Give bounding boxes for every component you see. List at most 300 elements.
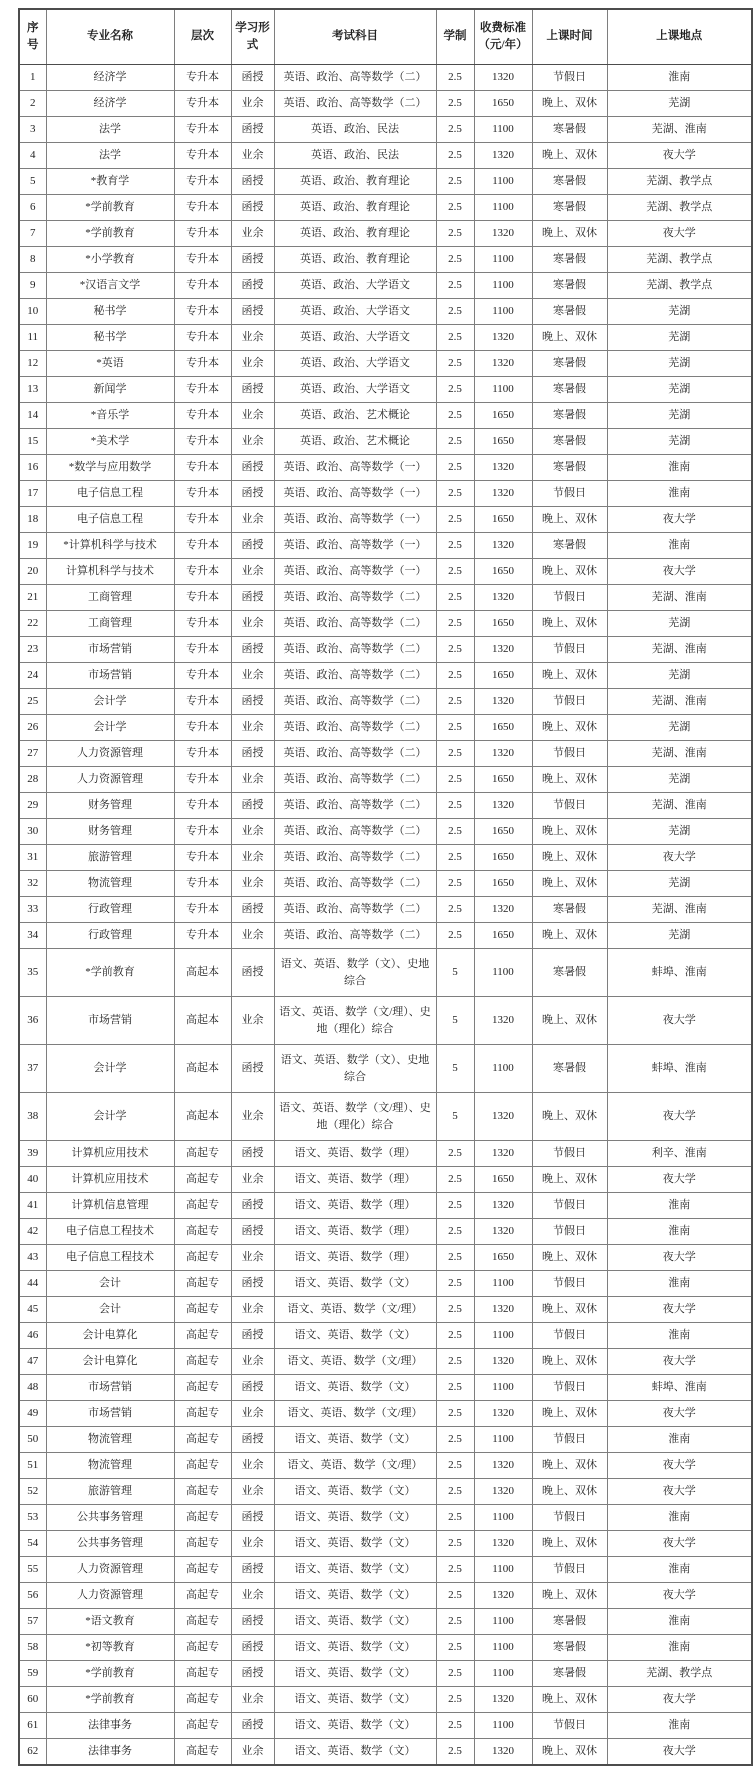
cell-time: 晚上、双休 [532,819,607,845]
column-header-subjects: 考试科目 [274,9,436,65]
cell-level: 高起本 [174,1093,231,1141]
cell-duration: 2.5 [436,1583,474,1609]
cell-duration: 2.5 [436,1167,474,1193]
cell-fee: 1320 [474,1453,532,1479]
table-row [19,845,752,871]
cell-level: 专升本 [174,741,231,767]
cell-no: 32 [19,871,46,897]
cell-time: 寒暑假 [532,1661,607,1687]
cell-duration: 2.5 [436,819,474,845]
cell-no: 10 [19,299,46,325]
cell-form: 业余 [231,1479,274,1505]
cell-subjects: 英语、政治、高等数学（二） [274,819,436,845]
cell-subjects: 英语、政治、高等数学（二） [274,871,436,897]
cell-time: 节假日 [532,1219,607,1245]
cell-level: 专升本 [174,507,231,533]
cell-time: 晚上、双休 [532,663,607,689]
cell-duration: 2.5 [436,221,474,247]
cell-fee: 1100 [474,1557,532,1583]
column-header-form: 学习形式 [231,9,274,65]
cell-level: 专升本 [174,663,231,689]
cell-location: 夜大学 [607,1531,752,1557]
cell-subjects: 英语、政治、高等数学（二） [274,91,436,117]
cell-subjects: 英语、政治、教育理论 [274,195,436,221]
cell-location: 夜大学 [607,1453,752,1479]
table-row [19,299,752,325]
cell-location: 夜大学 [607,221,752,247]
cell-location: 芜湖、教学点 [607,273,752,299]
cell-fee: 1320 [474,1739,532,1766]
cell-level: 高起专 [174,1609,231,1635]
cell-form: 业余 [231,559,274,585]
table-row [19,117,752,143]
cell-duration: 2.5 [436,1531,474,1557]
cell-no: 50 [19,1427,46,1453]
cell-form: 函授 [231,1045,274,1093]
cell-time: 寒暑假 [532,403,607,429]
cell-level: 专升本 [174,845,231,871]
cell-form: 函授 [231,481,274,507]
cell-subjects: 语文、英语、数学（理） [274,1193,436,1219]
table-row [19,1661,752,1687]
cell-no: 19 [19,533,46,559]
cell-fee: 1100 [474,1505,532,1531]
cell-level: 专升本 [174,169,231,195]
cell-duration: 2.5 [436,897,474,923]
table-row [19,403,752,429]
table-row [19,247,752,273]
cell-duration: 2.5 [436,923,474,949]
cell-subjects: 英语、政治、艺术概论 [274,403,436,429]
cell-fee: 1320 [474,1141,532,1167]
cell-fee: 1320 [474,897,532,923]
cell-location: 夜大学 [607,1687,752,1713]
cell-no: 44 [19,1271,46,1297]
cell-form: 业余 [231,1349,274,1375]
cell-no: 42 [19,1219,46,1245]
cell-subjects: 英语、政治、高等数学（二） [274,663,436,689]
cell-duration: 2.5 [436,247,474,273]
cell-form: 业余 [231,1167,274,1193]
table-row [19,1609,752,1635]
cell-major: 旅游管理 [46,845,174,871]
cell-fee: 1320 [474,325,532,351]
cell-form: 函授 [231,793,274,819]
cell-no: 48 [19,1375,46,1401]
cell-location: 夜大学 [607,1479,752,1505]
cell-no: 9 [19,273,46,299]
cell-form: 业余 [231,715,274,741]
cell-duration: 2.5 [436,299,474,325]
cell-no: 37 [19,1045,46,1093]
cell-no: 8 [19,247,46,273]
cell-duration: 2.5 [436,611,474,637]
cell-duration: 2.5 [436,1323,474,1349]
table-row [19,897,752,923]
cell-fee: 1320 [474,65,532,91]
cell-location: 淮南 [607,533,752,559]
cell-no: 33 [19,897,46,923]
cell-subjects: 语文、英语、数学（文） [274,1271,436,1297]
cell-subjects: 语文、英语、数学（文） [274,1557,436,1583]
cell-major: 电子信息工程 [46,507,174,533]
table-row [19,1193,752,1219]
cell-fee: 1650 [474,559,532,585]
table-row [19,377,752,403]
cell-form: 函授 [231,533,274,559]
cell-level: 高起专 [174,1167,231,1193]
cell-location: 夜大学 [607,143,752,169]
cell-form: 函授 [231,1427,274,1453]
table-row [19,1531,752,1557]
cell-location: 淮南 [607,481,752,507]
cell-no: 24 [19,663,46,689]
cell-duration: 2.5 [436,169,474,195]
cell-subjects: 英语、政治、民法 [274,143,436,169]
cell-location: 淮南 [607,1271,752,1297]
cell-form: 函授 [231,377,274,403]
cell-location: 淮南 [607,1557,752,1583]
cell-time: 寒暑假 [532,247,607,273]
table-row [19,143,752,169]
cell-subjects: 语文、英语、数学（文） [274,1739,436,1766]
cell-no: 5 [19,169,46,195]
cell-no: 58 [19,1635,46,1661]
cell-subjects: 英语、政治、教育理论 [274,169,436,195]
cell-fee: 1650 [474,715,532,741]
cell-duration: 2.5 [436,663,474,689]
cell-subjects: 英语、政治、高等数学（二） [274,923,436,949]
cell-location: 芜湖 [607,403,752,429]
cell-no: 36 [19,997,46,1045]
cell-form: 函授 [231,1141,274,1167]
cell-fee: 1100 [474,299,532,325]
cell-fee: 1320 [474,351,532,377]
cell-location: 夜大学 [607,1401,752,1427]
table-row [19,741,752,767]
cell-form: 业余 [231,1687,274,1713]
cell-duration: 2.5 [436,767,474,793]
cell-duration: 2.5 [436,1453,474,1479]
cell-duration: 2.5 [436,1687,474,1713]
cell-duration: 5 [436,1093,474,1141]
cell-form: 业余 [231,1093,274,1141]
cell-no: 18 [19,507,46,533]
cell-location: 芜湖 [607,351,752,377]
cell-fee: 1100 [474,247,532,273]
cell-subjects: 语文、英语、数学（文） [274,1531,436,1557]
cell-fee: 1650 [474,1167,532,1193]
cell-major: 计算机科学与技术 [46,559,174,585]
column-header-no: 序号 [19,9,46,65]
cell-location: 芜湖 [607,429,752,455]
table-row [19,1245,752,1271]
cell-major: 电子信息工程技术 [46,1245,174,1271]
cell-subjects: 英语、政治、高等数学（二） [274,793,436,819]
cell-major: 经济学 [46,91,174,117]
table-row [19,871,752,897]
cell-time: 节假日 [532,1375,607,1401]
cell-form: 函授 [231,585,274,611]
cell-no: 47 [19,1349,46,1375]
table-row [19,507,752,533]
cell-duration: 2.5 [436,351,474,377]
cell-no: 57 [19,1609,46,1635]
cell-location: 芜湖、淮南 [607,897,752,923]
cell-location: 芜湖 [607,663,752,689]
table-row [19,65,752,91]
cell-form: 业余 [231,845,274,871]
cell-major: 会计学 [46,1045,174,1093]
cell-level: 专升本 [174,299,231,325]
column-header-level: 层次 [174,9,231,65]
cell-time: 节假日 [532,65,607,91]
cell-duration: 2.5 [436,403,474,429]
cell-no: 61 [19,1713,46,1739]
cell-location: 淮南 [607,1427,752,1453]
cell-time: 晚上、双休 [532,845,607,871]
cell-form: 业余 [231,871,274,897]
cell-time: 晚上、双休 [532,1583,607,1609]
cell-subjects: 语文、英语、数学（文） [274,1583,436,1609]
cell-subjects: 英语、政治、高等数学（二） [274,767,436,793]
cell-major: *数学与应用数学 [46,455,174,481]
cell-major: 物流管理 [46,1427,174,1453]
cell-time: 晚上、双休 [532,923,607,949]
cell-major: 市场营销 [46,1401,174,1427]
cell-major: 财务管理 [46,819,174,845]
cell-major: 旅游管理 [46,1479,174,1505]
cell-major: *初等教育 [46,1635,174,1661]
cell-level: 专升本 [174,897,231,923]
cell-time: 晚上、双休 [532,1687,607,1713]
cell-major: 市场营销 [46,1375,174,1401]
table-row [19,1453,752,1479]
cell-duration: 2.5 [436,1401,474,1427]
cell-major: 法律事务 [46,1713,174,1739]
cell-fee: 1100 [474,1713,532,1739]
cell-form: 函授 [231,741,274,767]
cell-duration: 2.5 [436,637,474,663]
cell-major: 经济学 [46,65,174,91]
cell-major: 公共事务管理 [46,1531,174,1557]
table-row [19,1583,752,1609]
cell-major: 会计学 [46,715,174,741]
cell-level: 专升本 [174,923,231,949]
cell-form: 业余 [231,819,274,845]
cell-level: 高起专 [174,1141,231,1167]
cell-time: 节假日 [532,585,607,611]
cell-major: 人力资源管理 [46,741,174,767]
cell-duration: 2.5 [436,741,474,767]
cell-duration: 2.5 [436,1349,474,1375]
cell-duration: 2.5 [436,429,474,455]
cell-no: 54 [19,1531,46,1557]
cell-major: 财务管理 [46,793,174,819]
cell-location: 夜大学 [607,559,752,585]
cell-time: 晚上、双休 [532,91,607,117]
cell-time: 晚上、双休 [532,1245,607,1271]
cell-level: 专升本 [174,143,231,169]
cell-major: 新闻学 [46,377,174,403]
cell-no: 43 [19,1245,46,1271]
cell-subjects: 语文、英语、数学（文） [274,1323,436,1349]
cell-no: 2 [19,91,46,117]
cell-location: 芜湖 [607,767,752,793]
cell-fee: 1320 [474,689,532,715]
table-row [19,195,752,221]
cell-major: *音乐学 [46,403,174,429]
cell-no: 22 [19,611,46,637]
cell-subjects: 语文、英语、数学（理） [274,1167,436,1193]
cell-time: 寒暑假 [532,273,607,299]
cell-no: 51 [19,1453,46,1479]
cell-time: 寒暑假 [532,1045,607,1093]
cell-no: 45 [19,1297,46,1323]
cell-level: 高起专 [174,1453,231,1479]
table-row [19,949,752,997]
cell-major: 电子信息工程 [46,481,174,507]
cell-form: 函授 [231,169,274,195]
cell-subjects: 语文、英语、数学（理） [274,1219,436,1245]
table-row [19,1271,752,1297]
table-row [19,1349,752,1375]
cell-fee: 1320 [474,1349,532,1375]
cell-location: 淮南 [607,1609,752,1635]
cell-subjects: 英语、政治、高等数学（一） [274,507,436,533]
cell-time: 节假日 [532,1557,607,1583]
cell-duration: 5 [436,949,474,997]
cell-form: 业余 [231,611,274,637]
cell-fee: 1650 [474,923,532,949]
header-row [19,9,752,65]
cell-time: 寒暑假 [532,949,607,997]
cell-level: 高起专 [174,1193,231,1219]
cell-duration: 2.5 [436,273,474,299]
cell-location: 夜大学 [607,1093,752,1141]
cell-no: 41 [19,1193,46,1219]
cell-no: 60 [19,1687,46,1713]
cell-fee: 1650 [474,507,532,533]
cell-location: 芜湖 [607,611,752,637]
cell-subjects: 英语、政治、高等数学（一） [274,455,436,481]
cell-form: 业余 [231,663,274,689]
cell-form: 业余 [231,91,274,117]
cell-form: 业余 [231,1453,274,1479]
cell-location: 芜湖、淮南 [607,637,752,663]
table-row [19,481,752,507]
cell-duration: 2.5 [436,117,474,143]
cell-duration: 2.5 [436,195,474,221]
cell-subjects: 英语、政治、高等数学（二） [274,689,436,715]
column-header-location: 上课地点 [607,9,752,65]
cell-location: 利辛、淮南 [607,1141,752,1167]
cell-major: *学前教育 [46,949,174,997]
cell-no: 46 [19,1323,46,1349]
cell-fee: 1320 [474,1401,532,1427]
cell-time: 晚上、双休 [532,507,607,533]
cell-major: 工商管理 [46,611,174,637]
cell-no: 26 [19,715,46,741]
cell-no: 16 [19,455,46,481]
cell-time: 晚上、双休 [532,325,607,351]
column-header-duration: 学制 [436,9,474,65]
table-row [19,429,752,455]
cell-fee: 1320 [474,1687,532,1713]
cell-fee: 1320 [474,533,532,559]
cell-fee: 1100 [474,1609,532,1635]
cell-no: 4 [19,143,46,169]
cell-form: 函授 [231,1609,274,1635]
cell-time: 节假日 [532,741,607,767]
cell-fee: 1100 [474,1323,532,1349]
cell-duration: 2.5 [436,1219,474,1245]
cell-major: *计算机科学与技术 [46,533,174,559]
cell-duration: 2.5 [436,1557,474,1583]
cell-time: 寒暑假 [532,377,607,403]
cell-subjects: 英语、政治、高等数学（一） [274,533,436,559]
cell-subjects: 语文、英语、数学（文/理） [274,1349,436,1375]
cell-duration: 2.5 [436,1609,474,1635]
cell-level: 专升本 [174,429,231,455]
cell-duration: 2.5 [436,143,474,169]
cell-form: 业余 [231,1297,274,1323]
cell-form: 函授 [231,273,274,299]
cell-form: 函授 [231,1271,274,1297]
cell-time: 晚上、双休 [532,1453,607,1479]
table-row [19,1141,752,1167]
cell-level: 高起专 [174,1245,231,1271]
cell-subjects: 英语、政治、大学语文 [274,325,436,351]
cell-subjects: 语文、英语、数学（文） [274,1427,436,1453]
cell-form: 业余 [231,325,274,351]
cell-time: 节假日 [532,793,607,819]
cell-major: 计算机信息管理 [46,1193,174,1219]
cell-location: 淮南 [607,1193,752,1219]
cell-duration: 2.5 [436,689,474,715]
table-row [19,1375,752,1401]
cell-major: 人力资源管理 [46,767,174,793]
cell-form: 业余 [231,997,274,1045]
cell-fee: 1100 [474,169,532,195]
cell-no: 25 [19,689,46,715]
cell-level: 高起本 [174,997,231,1045]
cell-subjects: 英语、政治、民法 [274,117,436,143]
cell-location: 芜湖 [607,91,752,117]
cell-no: 3 [19,117,46,143]
cell-no: 12 [19,351,46,377]
cell-location: 芜湖 [607,325,752,351]
cell-duration: 2.5 [436,481,474,507]
cell-fee: 1100 [474,1635,532,1661]
cell-duration: 2.5 [436,1193,474,1219]
cell-subjects: 英语、政治、高等数学（二） [274,715,436,741]
cell-time: 晚上、双休 [532,997,607,1045]
cell-form: 函授 [231,1505,274,1531]
cell-fee: 1320 [474,143,532,169]
cell-time: 晚上、双休 [532,1167,607,1193]
cell-no: 21 [19,585,46,611]
table-row [19,1045,752,1093]
cell-level: 专升本 [174,819,231,845]
cell-no: 59 [19,1661,46,1687]
cell-no: 1 [19,65,46,91]
cell-level: 高起专 [174,1687,231,1713]
table-row [19,351,752,377]
cell-no: 40 [19,1167,46,1193]
cell-form: 函授 [231,637,274,663]
cell-fee: 1650 [474,845,532,871]
